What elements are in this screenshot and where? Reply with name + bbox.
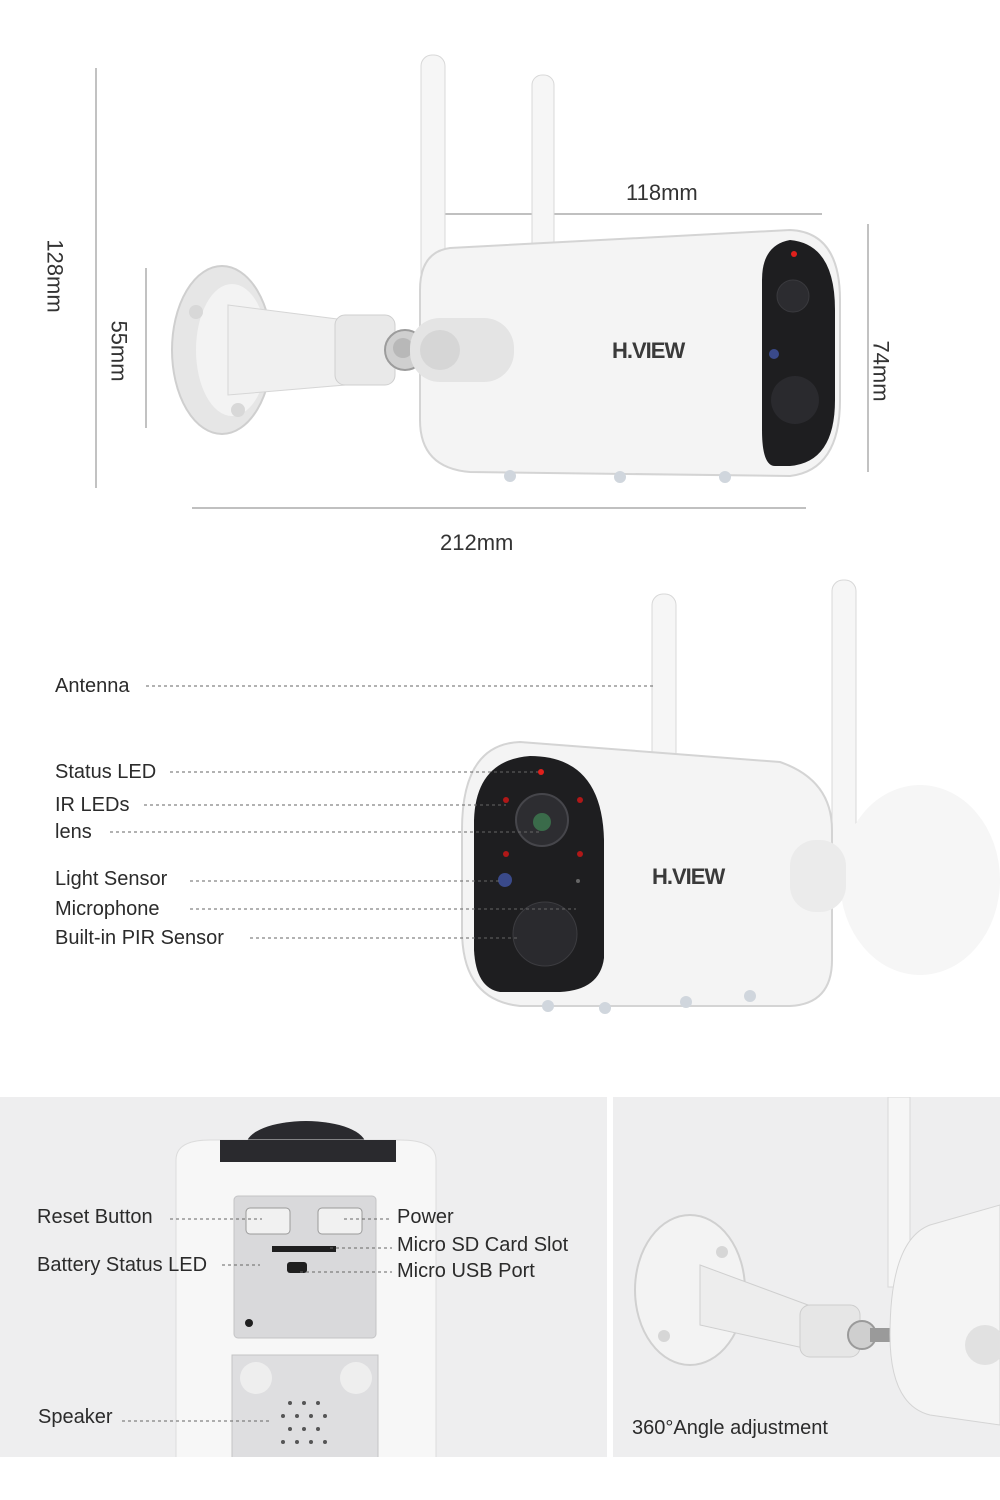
mount-caption: 360°Angle adjustment (632, 1417, 828, 1439)
micro-sd-slot-label: Micro SD Card Slot (397, 1234, 569, 1256)
light-sensor-label: Light Sensor (55, 868, 168, 890)
mount-height-label: 55mm (106, 320, 132, 382)
total-length-label: 212mm (440, 530, 514, 555)
height-total-label: 128mm (42, 239, 68, 313)
antenna-label: Antenna (55, 675, 130, 697)
brand-logo-front: H.VIEW (652, 864, 725, 889)
body-height-label: 74mm (868, 340, 894, 402)
micro-usb-port-label: Micro USB Port (397, 1260, 535, 1282)
brand-logo-side: H.VIEW (612, 338, 685, 363)
status-led-label: Status LED (55, 761, 157, 783)
reset-button-label: Reset Button (37, 1206, 153, 1228)
camera-underside (176, 1121, 436, 1465)
speaker-label: Speaker (38, 1406, 113, 1428)
battery-status-led-label: Battery Status LED (37, 1254, 208, 1276)
ir-leds-label: IR LEDs (55, 794, 130, 816)
microphone-label: Microphone (55, 898, 160, 920)
body-length-label: 118mm (626, 180, 698, 205)
lens-label: lens (55, 821, 92, 843)
power-label: Power (397, 1206, 454, 1228)
pir-sensor-label: Built-in PIR Sensor (55, 927, 224, 949)
mount-closeup (635, 1097, 1000, 1425)
